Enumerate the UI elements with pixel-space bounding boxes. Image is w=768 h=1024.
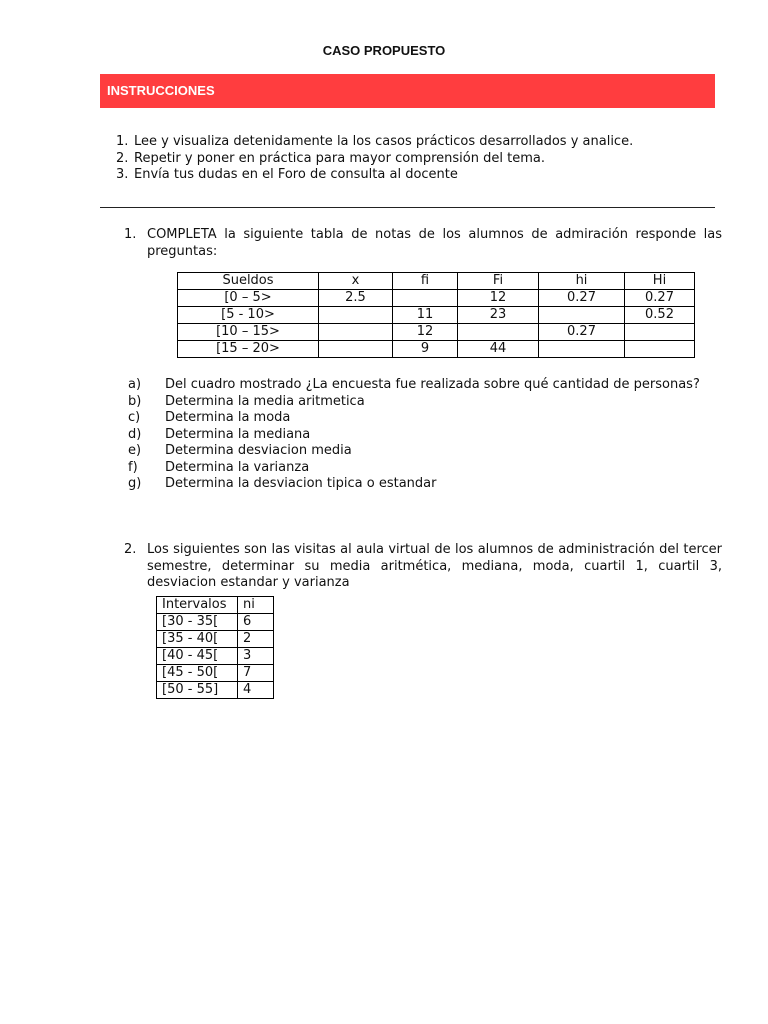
table-cell: [15 – 20> <box>178 341 319 358</box>
header-cell: hi <box>539 273 625 290</box>
subquestion-item: b) Determina la media aritmetica <box>128 393 365 409</box>
table-cell: 23 <box>458 307 539 324</box>
table-row <box>178 341 695 358</box>
salary-table <box>177 272 695 358</box>
subquestion-item: e) Determina desviacion media <box>128 443 352 458</box>
intervals-table <box>156 596 274 699</box>
table-cell <box>625 341 695 358</box>
table-cell: 0.52 <box>625 307 695 324</box>
instructions-list <box>116 134 633 184</box>
table-cell: [50 - 55] <box>157 682 238 699</box>
header-cell: Fi <box>458 273 539 290</box>
table-row <box>157 682 274 699</box>
subquestion-item: g) Determina la desviacion tipica o estandar <box>128 476 437 491</box>
table-cell: 6 <box>238 614 274 631</box>
subquestion-item: d) Determina la mediana <box>128 426 311 442</box>
table-cell <box>319 324 393 341</box>
table-header-row <box>178 273 695 290</box>
instruction-item: 3. Envía tus dudas en el Foro de consulta al docente <box>116 167 458 182</box>
table-cell: 0.27 <box>539 290 625 307</box>
table-cell: 0.27 <box>625 290 695 307</box>
table-cell: [0 – 5> <box>178 290 319 307</box>
header-cell: Hi <box>625 273 695 290</box>
subquestion-item: c) Determina la moda <box>128 410 291 425</box>
table-header-row <box>157 597 274 614</box>
question-2: 2. Los siguientes son las visitas al aula virtual de los alumnos de administración del tercer semestre, determinar su media aritmética, mediana, moda, cuartil 1, cuartil 3, desviacion estandar y varianza <box>124 542 722 590</box>
subquestions-list <box>128 377 711 493</box>
table-cell <box>539 307 625 324</box>
table-cell: [35 - 40[ <box>157 631 238 648</box>
table-cell <box>393 290 458 307</box>
table-row <box>178 307 695 324</box>
table-cell <box>539 341 625 358</box>
table-cell: 12 <box>393 324 458 341</box>
table-cell: 7 <box>238 665 274 682</box>
instruction-item: 1. Lee y visualiza detenidamente la los casos prácticos desarrollados y analice. <box>116 134 634 149</box>
table-cell <box>625 324 695 341</box>
instruction-item: 2. Repetir y poner en práctica para mayor comprensión del tema. <box>116 150 545 166</box>
table-row <box>178 324 695 341</box>
instructions-banner: INSTRUCCIONES <box>100 74 715 108</box>
header-cell: Intervalos <box>157 597 238 614</box>
header-cell: ni <box>238 597 274 614</box>
table-cell: 2.5 <box>319 290 393 307</box>
table-cell: 9 <box>393 341 458 358</box>
table-cell: 2 <box>238 631 274 648</box>
header-cell: fi <box>393 273 458 290</box>
table-cell: 12 <box>458 290 539 307</box>
table-cell: 44 <box>458 341 539 358</box>
table-cell: 11 <box>393 307 458 324</box>
subquestion-item: f) Determina la varianza <box>128 459 310 475</box>
table-cell: [45 - 50[ <box>157 665 238 682</box>
question-1: 1. COMPLETA la siguiente tabla de notas de los alumnos de admiración responde las preguntas: <box>124 227 722 259</box>
table-cell <box>319 341 393 358</box>
table-cell: 4 <box>238 682 274 699</box>
table-cell: [5 - 10> <box>178 307 319 324</box>
table-row <box>178 290 695 307</box>
table-cell: [10 – 15> <box>178 324 319 341</box>
header-cell: Sueldos <box>178 273 319 290</box>
section-divider <box>100 207 715 208</box>
table-row <box>157 631 274 648</box>
subquestion-item: a) Del cuadro mostrado ¿La encuesta fue realizada sobre qué cantidad de personas? <box>128 377 700 392</box>
table-row <box>157 614 274 631</box>
table-cell: [30 - 35[ <box>157 614 238 631</box>
table-cell: 3 <box>238 648 274 665</box>
table-row <box>157 648 274 665</box>
table-cell <box>319 307 393 324</box>
table-cell: [40 - 45[ <box>157 648 238 665</box>
page-title: CASO PROPUESTO <box>322 43 446 58</box>
header-cell: $\overline{x}$ <box>319 273 393 290</box>
table-cell: 0.27 <box>539 324 625 341</box>
table-cell <box>458 324 539 341</box>
table-row <box>157 665 274 682</box>
